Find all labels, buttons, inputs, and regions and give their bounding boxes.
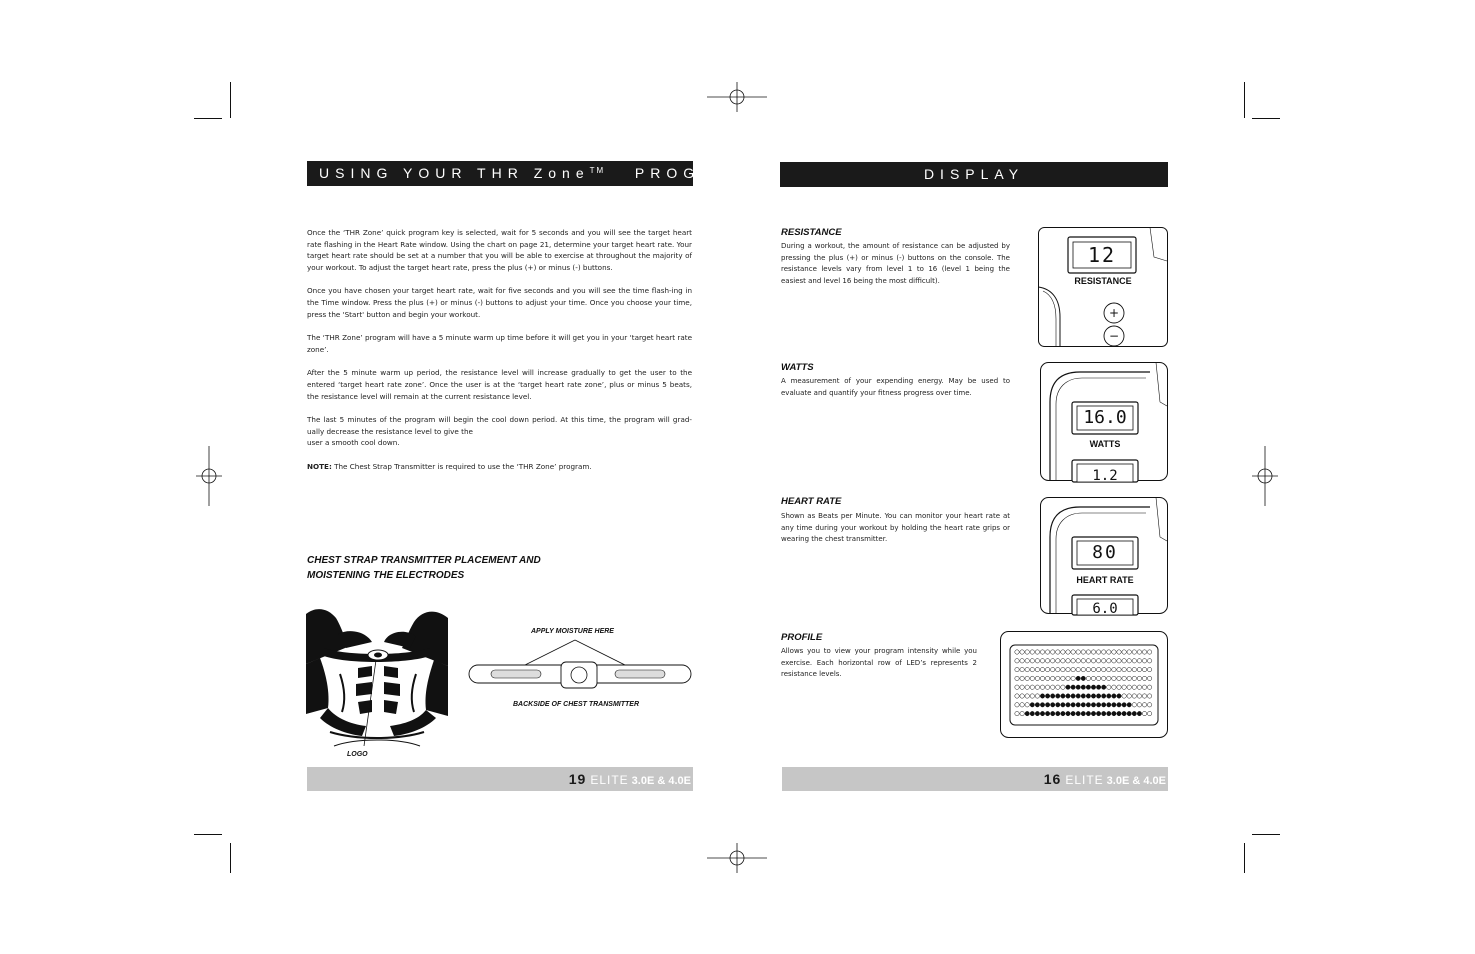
led-off bbox=[1096, 650, 1100, 654]
led-off bbox=[1071, 676, 1075, 680]
led-lit bbox=[1107, 711, 1111, 715]
led-off bbox=[1127, 667, 1131, 671]
led-off bbox=[1015, 667, 1019, 671]
led-off bbox=[1102, 667, 1106, 671]
led-off bbox=[1071, 659, 1075, 663]
led-off bbox=[1045, 650, 1049, 654]
led-lit bbox=[1066, 685, 1070, 689]
led-lit bbox=[1071, 685, 1075, 689]
resistance-readout: 12 bbox=[1087, 243, 1117, 267]
led-off bbox=[1071, 650, 1075, 654]
led-lit bbox=[1112, 703, 1116, 707]
led-off bbox=[1076, 659, 1080, 663]
crop-mark bbox=[1244, 82, 1245, 118]
footer-model: 3.0E & 4.0E bbox=[631, 775, 691, 787]
led-off bbox=[1142, 685, 1146, 689]
led-off bbox=[1015, 676, 1019, 680]
led-off bbox=[1015, 694, 1019, 698]
led-off bbox=[1091, 676, 1095, 680]
watts-heading: WATTS bbox=[781, 362, 814, 373]
led-off bbox=[1127, 685, 1131, 689]
led-off bbox=[1096, 667, 1100, 671]
led-off bbox=[1066, 659, 1070, 663]
led-off bbox=[1091, 650, 1095, 654]
led-lit bbox=[1132, 711, 1136, 715]
heart-rate-readout: 80 bbox=[1092, 542, 1118, 563]
led-lit bbox=[1086, 694, 1090, 698]
heading-line: MOISTENING THE ELECTRODES bbox=[307, 570, 465, 581]
paragraph: user a smooth cool down. bbox=[307, 438, 400, 448]
led-off bbox=[1147, 650, 1151, 654]
led-off bbox=[1147, 659, 1151, 663]
led-lit bbox=[1107, 703, 1111, 707]
led-off bbox=[1091, 667, 1095, 671]
led-lit bbox=[1061, 711, 1065, 715]
led-off bbox=[1025, 659, 1029, 663]
led-off bbox=[1035, 685, 1039, 689]
led-lit bbox=[1091, 703, 1095, 707]
led-off bbox=[1107, 667, 1111, 671]
led-off bbox=[1061, 650, 1065, 654]
led-off bbox=[1061, 676, 1065, 680]
led-off bbox=[1132, 659, 1136, 663]
led-lit bbox=[1030, 711, 1034, 715]
led-off bbox=[1020, 711, 1024, 715]
led-off bbox=[1107, 676, 1111, 680]
led-lit bbox=[1137, 711, 1141, 715]
led-off bbox=[1040, 667, 1044, 671]
led-off bbox=[1086, 676, 1090, 680]
led-lit bbox=[1066, 703, 1070, 707]
led-off bbox=[1147, 711, 1151, 715]
led-off bbox=[1127, 676, 1131, 680]
led-off bbox=[1147, 685, 1151, 689]
led-lit bbox=[1061, 703, 1065, 707]
led-lit bbox=[1091, 711, 1095, 715]
led-off bbox=[1107, 659, 1111, 663]
led-lit bbox=[1102, 694, 1106, 698]
led-lit bbox=[1096, 703, 1100, 707]
led-off bbox=[1117, 667, 1121, 671]
led-off bbox=[1056, 667, 1060, 671]
led-off bbox=[1045, 667, 1049, 671]
paragraph: After the 5 minute warm up period, the resistance level will increase gradually to get the user to the entered ‘target heart rate zone’. Once the user is at the ‘target heart rate zone’, plus or minus 5 beats, the resistance level will remain at the current resistance level. bbox=[307, 368, 692, 401]
footer-brand: ELITE bbox=[1065, 773, 1104, 787]
led-off bbox=[1107, 650, 1111, 654]
led-off bbox=[1086, 650, 1090, 654]
led-lit bbox=[1051, 703, 1055, 707]
led-off bbox=[1122, 685, 1126, 689]
led-off bbox=[1015, 650, 1019, 654]
led-off bbox=[1045, 685, 1049, 689]
led-off bbox=[1117, 659, 1121, 663]
led-off bbox=[1015, 685, 1019, 689]
led-off bbox=[1035, 667, 1039, 671]
led-lit bbox=[1040, 694, 1044, 698]
led-lit bbox=[1117, 694, 1121, 698]
led-off bbox=[1025, 667, 1029, 671]
led-lit bbox=[1122, 711, 1126, 715]
led-off bbox=[1020, 694, 1024, 698]
led-off bbox=[1132, 703, 1136, 707]
led-lit bbox=[1122, 703, 1126, 707]
led-lit bbox=[1096, 694, 1100, 698]
led-off bbox=[1020, 676, 1024, 680]
led-off bbox=[1102, 676, 1106, 680]
led-off bbox=[1061, 685, 1065, 689]
led-off bbox=[1051, 685, 1055, 689]
note-text: The Chest Strap Transmitter is required to use the ‘THR Zone’ program. bbox=[331, 461, 592, 471]
led-lit bbox=[1076, 676, 1080, 680]
note bbox=[307, 461, 692, 473]
led-lit bbox=[1127, 703, 1131, 707]
led-lit bbox=[1117, 711, 1121, 715]
led-lit bbox=[1051, 711, 1055, 715]
led-lit bbox=[1056, 711, 1060, 715]
led-off bbox=[1137, 667, 1141, 671]
led-off bbox=[1147, 676, 1151, 680]
led-off bbox=[1020, 667, 1024, 671]
led-off bbox=[1137, 703, 1141, 707]
led-off bbox=[1142, 676, 1146, 680]
led-off bbox=[1132, 650, 1136, 654]
led-lit bbox=[1030, 703, 1034, 707]
led-lit bbox=[1091, 694, 1095, 698]
led-lit bbox=[1076, 685, 1080, 689]
led-off bbox=[1132, 667, 1136, 671]
led-off bbox=[1066, 676, 1070, 680]
led-off bbox=[1025, 676, 1029, 680]
led-lit bbox=[1096, 711, 1100, 715]
led-off bbox=[1035, 694, 1039, 698]
led-lit bbox=[1035, 703, 1039, 707]
led-off bbox=[1096, 659, 1100, 663]
led-off bbox=[1122, 650, 1126, 654]
led-off bbox=[1127, 694, 1131, 698]
led-off bbox=[1137, 694, 1141, 698]
led-off bbox=[1040, 659, 1044, 663]
page-number: 16 bbox=[1043, 771, 1062, 787]
led-off bbox=[1081, 650, 1085, 654]
note-label: NOTE: bbox=[307, 461, 332, 471]
led-off bbox=[1091, 659, 1095, 663]
led-off bbox=[1112, 685, 1116, 689]
apply-moisture-label: APPLY MOISTURE HERE bbox=[531, 628, 614, 635]
led-off bbox=[1056, 659, 1060, 663]
chest-strap-heading bbox=[307, 553, 541, 583]
registration-mark-right bbox=[1252, 446, 1278, 506]
led-off bbox=[1102, 650, 1106, 654]
crop-mark bbox=[230, 843, 231, 873]
led-lit bbox=[1091, 685, 1095, 689]
led-off bbox=[1030, 694, 1034, 698]
section-title-end: PROGRAM bbox=[634, 165, 750, 181]
profile-description: Allows you to view your program intensity while you exercise. Each horizontal row of LED’s represents 2 resistance levels. bbox=[781, 647, 977, 678]
trademark-mark: TM bbox=[589, 166, 606, 175]
led-off bbox=[1051, 667, 1055, 671]
torso-illustration bbox=[306, 604, 448, 746]
heart-rate-description: Shown as Beats per Minute. You can monitor your heart rate at any time during your workout by holding the heart rate grips or wearing the chest transmitter. bbox=[781, 512, 1010, 543]
profile-led-matrix bbox=[1000, 631, 1168, 738]
svg-text:+: + bbox=[1108, 306, 1120, 320]
led-off bbox=[1025, 694, 1029, 698]
page-number: 19 bbox=[568, 771, 587, 787]
led-lit bbox=[1056, 694, 1060, 698]
led-off bbox=[1025, 650, 1029, 654]
led-lit bbox=[1045, 694, 1049, 698]
right-page-footer bbox=[782, 767, 1168, 791]
led-lit bbox=[1071, 711, 1075, 715]
led-off bbox=[1142, 659, 1146, 663]
paragraph: Once the ‘THR Zone’ quick program key is selected, wait for 5 seconds and you will see the target heart rate flashing in the Heart Rate window. Using the chart on page 21, determine your target heart rate. Your target heart rate should be set at a number that you will be able to exercise at throughout the majority of your workout. To adjust the target heart rate, press the plus (+) or minus (-) buttons. bbox=[307, 228, 692, 272]
led-off bbox=[1086, 659, 1090, 663]
led-lit bbox=[1076, 703, 1080, 707]
led-off bbox=[1147, 694, 1151, 698]
led-lit bbox=[1025, 711, 1029, 715]
led-off bbox=[1117, 676, 1121, 680]
led-off bbox=[1142, 694, 1146, 698]
watts-readout: 16.0 bbox=[1083, 407, 1127, 428]
led-off bbox=[1147, 703, 1151, 707]
backside-label: BACKSIDE OF CHEST TRANSMITTER bbox=[513, 701, 639, 708]
led-off bbox=[1096, 676, 1100, 680]
led-off bbox=[1086, 667, 1090, 671]
led-off bbox=[1040, 650, 1044, 654]
resistance-panel-label: RESISTANCE bbox=[1074, 276, 1132, 286]
led-off bbox=[1035, 676, 1039, 680]
led-off bbox=[1112, 650, 1116, 654]
registration-mark-left bbox=[196, 446, 222, 506]
led-lit bbox=[1040, 703, 1044, 707]
paragraph: The ‘THR Zone’ program will have a 5 minute warm up time before it will get you in your ‘target heart rate zone’. bbox=[307, 333, 692, 354]
led-off bbox=[1147, 667, 1151, 671]
led-off bbox=[1051, 676, 1055, 680]
resistance-heading: RESISTANCE bbox=[781, 227, 842, 238]
led-lit bbox=[1081, 694, 1085, 698]
footer-model: 3.0E & 4.0E bbox=[1106, 775, 1166, 787]
svg-text:1.2: 1.2 bbox=[1092, 468, 1118, 484]
led-off bbox=[1112, 676, 1116, 680]
led-off bbox=[1137, 685, 1141, 689]
left-page-footer bbox=[307, 767, 693, 791]
led-off bbox=[1122, 694, 1126, 698]
crop-mark bbox=[194, 834, 222, 835]
led-off bbox=[1020, 703, 1024, 707]
led-lit bbox=[1081, 676, 1085, 680]
led-off bbox=[1020, 685, 1024, 689]
led-lit bbox=[1112, 711, 1116, 715]
led-off bbox=[1040, 676, 1044, 680]
led-off bbox=[1127, 650, 1131, 654]
led-off bbox=[1015, 659, 1019, 663]
led-off bbox=[1061, 659, 1065, 663]
led-lit bbox=[1086, 711, 1090, 715]
led-lit bbox=[1081, 711, 1085, 715]
led-off bbox=[1056, 650, 1060, 654]
led-off bbox=[1035, 650, 1039, 654]
led-off bbox=[1122, 667, 1126, 671]
led-off bbox=[1076, 650, 1080, 654]
registration-mark-bottom bbox=[707, 843, 767, 873]
led-off bbox=[1051, 650, 1055, 654]
led-off bbox=[1035, 659, 1039, 663]
led-lit bbox=[1056, 703, 1060, 707]
led-off bbox=[1015, 711, 1019, 715]
led-off bbox=[1030, 659, 1034, 663]
led-off bbox=[1071, 667, 1075, 671]
led-off bbox=[1102, 659, 1106, 663]
led-off bbox=[1142, 667, 1146, 671]
led-lit bbox=[1076, 711, 1080, 715]
crop-mark bbox=[1252, 834, 1280, 835]
led-lit bbox=[1086, 685, 1090, 689]
svg-text:−: − bbox=[1108, 329, 1120, 343]
led-lit bbox=[1112, 694, 1116, 698]
led-off bbox=[1076, 667, 1080, 671]
heart-rate-panel-label: HEART RATE bbox=[1076, 575, 1134, 585]
led-off bbox=[1132, 694, 1136, 698]
led-lit bbox=[1117, 703, 1121, 707]
led-off bbox=[1015, 703, 1019, 707]
paragraph: Once you have chosen your target heart rate, wait for five seconds and you will see the time flash-ing in the Time window. Press the plus (+) or minus (-) buttons to adjust your time. Once you choose your time, press the 'Start' button and begin your workout. bbox=[307, 286, 692, 319]
watts-description: A measurement of your expending energy. May be used to evaluate and quantify your fitness progress over time. bbox=[781, 377, 1010, 397]
crop-mark bbox=[1244, 843, 1245, 873]
led-lit bbox=[1045, 703, 1049, 707]
led-lit bbox=[1066, 694, 1070, 698]
section-title-display: DISPLAY bbox=[780, 162, 1168, 187]
led-lit bbox=[1076, 694, 1080, 698]
led-off bbox=[1122, 676, 1126, 680]
led-off bbox=[1132, 685, 1136, 689]
led-lit bbox=[1086, 703, 1090, 707]
led-lit bbox=[1102, 685, 1106, 689]
chest-transmitter-illustration bbox=[467, 638, 693, 694]
led-off bbox=[1127, 659, 1131, 663]
heading-line: CHEST STRAP TRANSMITTER PLACEMENT AND bbox=[307, 555, 541, 566]
led-off bbox=[1066, 667, 1070, 671]
led-off bbox=[1030, 650, 1034, 654]
led-off bbox=[1112, 659, 1116, 663]
led-lit bbox=[1127, 711, 1131, 715]
led-off bbox=[1025, 703, 1029, 707]
led-off bbox=[1107, 685, 1111, 689]
registration-mark-top bbox=[707, 82, 767, 112]
led-off bbox=[1117, 650, 1121, 654]
led-lit bbox=[1071, 694, 1075, 698]
led-off bbox=[1030, 685, 1034, 689]
led-lit bbox=[1045, 711, 1049, 715]
led-off bbox=[1137, 676, 1141, 680]
thr-zone-instructions bbox=[307, 227, 692, 485]
led-off bbox=[1045, 676, 1049, 680]
led-off bbox=[1025, 685, 1029, 689]
led-off bbox=[1081, 659, 1085, 663]
watts-panel-label: WATTS bbox=[1089, 439, 1121, 449]
led-off bbox=[1112, 667, 1116, 671]
heart-rate-heading: HEART RATE bbox=[781, 496, 842, 507]
paragraph: The last 5 minutes of the program will begin the cool down period. At this time, the program will grad-ually decrease the resistance level to give the bbox=[307, 415, 692, 436]
led-off bbox=[1081, 667, 1085, 671]
led-off bbox=[1056, 676, 1060, 680]
led-off bbox=[1040, 685, 1044, 689]
led-lit bbox=[1051, 694, 1055, 698]
led-off bbox=[1142, 650, 1146, 654]
led-off bbox=[1051, 659, 1055, 663]
section-title-thr-zone bbox=[307, 161, 750, 186]
crop-mark bbox=[1252, 118, 1280, 119]
led-lit bbox=[1102, 703, 1106, 707]
led-lit bbox=[1107, 694, 1111, 698]
led-lit bbox=[1035, 711, 1039, 715]
led-lit bbox=[1102, 711, 1106, 715]
led-lit bbox=[1081, 685, 1085, 689]
led-off bbox=[1142, 703, 1146, 707]
led-off bbox=[1066, 650, 1070, 654]
led-off bbox=[1056, 685, 1060, 689]
led-lit bbox=[1061, 694, 1065, 698]
led-off bbox=[1122, 659, 1126, 663]
svg-text:6.0: 6.0 bbox=[1092, 601, 1118, 617]
section-title-text: USING YOUR THR Zone bbox=[319, 165, 590, 181]
profile-heading: PROFILE bbox=[781, 632, 823, 643]
led-off bbox=[1137, 650, 1141, 654]
led-lit bbox=[1071, 703, 1075, 707]
led-lit bbox=[1040, 711, 1044, 715]
logo-label: LOGO bbox=[347, 751, 368, 758]
resistance-description: During a workout, the amount of resistance can be adjusted by pressing the plus (+) or minus (-) buttons on the console. The resistance levels vary from level 1 to 16 (level 1 being the easiest and level 16 being the most difficult). bbox=[781, 242, 1010, 285]
led-lit bbox=[1066, 711, 1070, 715]
led-lit bbox=[1096, 685, 1100, 689]
crop-mark bbox=[230, 82, 231, 118]
led-off bbox=[1045, 659, 1049, 663]
led-off bbox=[1020, 659, 1024, 663]
led-off bbox=[1117, 685, 1121, 689]
crop-mark bbox=[194, 118, 222, 119]
led-off bbox=[1030, 667, 1034, 671]
led-off bbox=[1061, 667, 1065, 671]
led-off bbox=[1137, 659, 1141, 663]
led-off bbox=[1132, 676, 1136, 680]
led-off bbox=[1020, 650, 1024, 654]
led-lit bbox=[1081, 703, 1085, 707]
led-off bbox=[1142, 711, 1146, 715]
footer-brand: ELITE bbox=[590, 773, 629, 787]
led-off bbox=[1030, 676, 1034, 680]
